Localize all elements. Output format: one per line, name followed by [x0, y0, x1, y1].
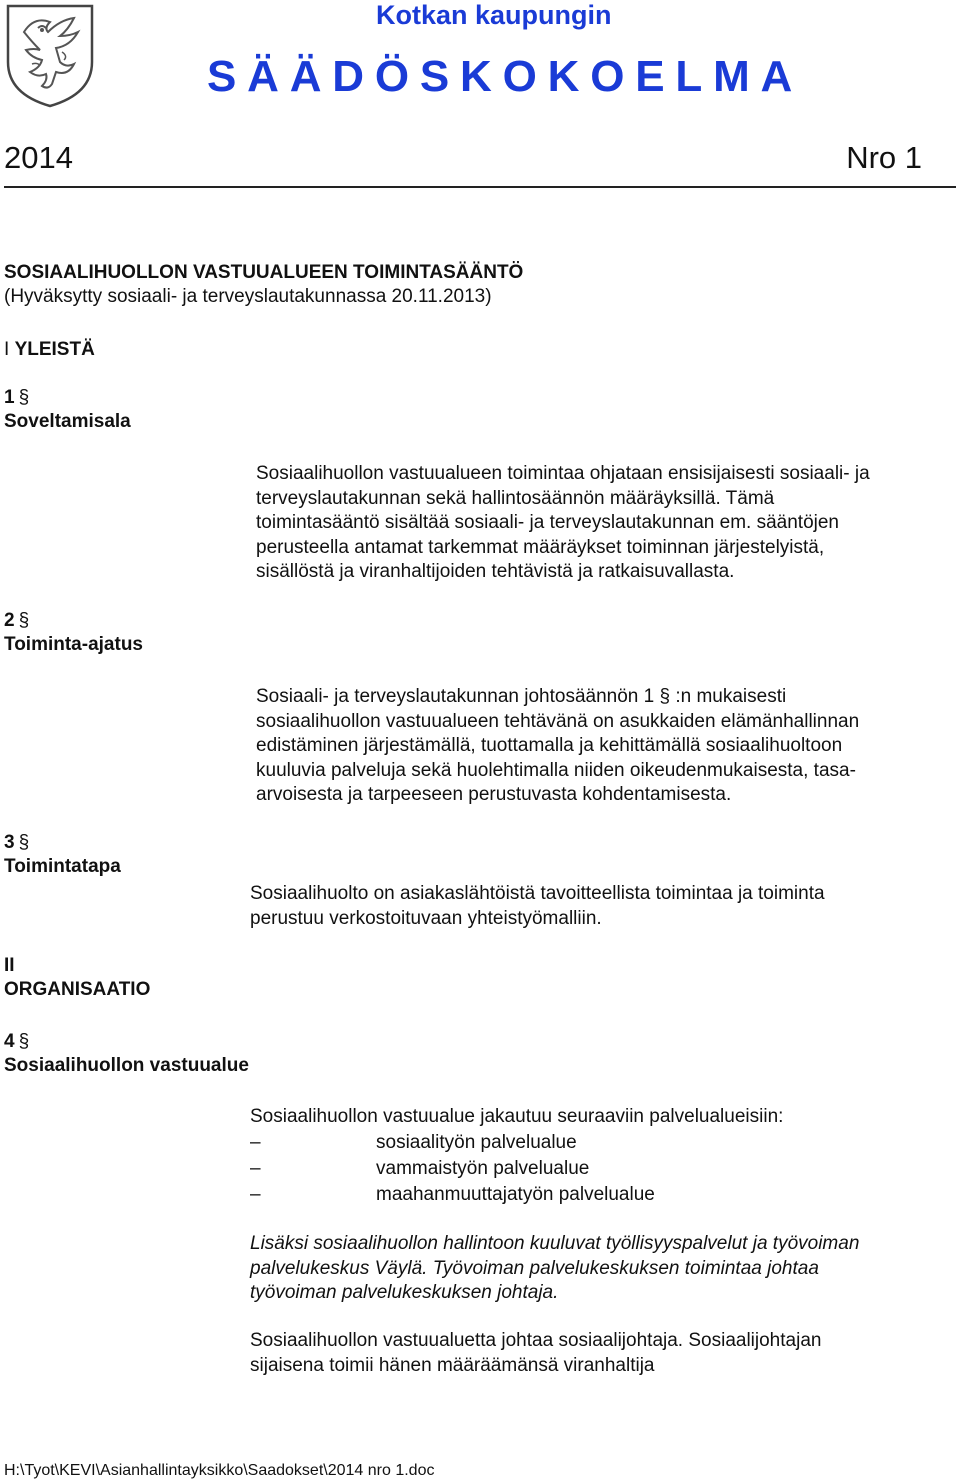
chapter-number: I [4, 339, 10, 360]
section-title: Sosiaalihuollon vastuualue [4, 1055, 249, 1076]
paragraph-management [250, 1329, 956, 1378]
list-item [250, 1130, 655, 1156]
dash-bullet: – [250, 1158, 261, 1179]
text-line: Lisäksi sosiaalihuollon hallintoon kuuluvat työllisyyspalvelut ja työvoiman [250, 1233, 860, 1254]
year: 2014 [4, 140, 73, 175]
approval-note: (Hyväksytty sosiaali- ja terveyslautakunnassa 20.11.2013) [4, 286, 492, 307]
list-item [250, 1156, 655, 1182]
text-line: Sosiaalihuollon vastuualueen toimintaa ohjataan ensisijaisesti sosiaali- ja [256, 463, 870, 484]
list-item-label: vammaistyön palvelualue [376, 1158, 590, 1179]
issue-number: Nro 1 [846, 140, 922, 175]
section-sign: § [18, 387, 30, 408]
text-line: Sosiaalihuolto on asiakaslähtöistä tavoitteellista toimintaa ja toiminta [250, 883, 825, 904]
text-line: perustuu verkostoituvaan yhteistyömalliin. [250, 907, 602, 929]
section-number: 3 [4, 832, 15, 853]
section-heading-1 [4, 386, 131, 434]
text-line: toimintasääntö sisältää sosiaali- ja terveyslautakunnan em. sääntöjen [256, 512, 839, 533]
service-area-list [250, 1130, 655, 1208]
paragraph-employment-services [250, 1232, 956, 1306]
section-sign: § [18, 1031, 30, 1052]
text-line: työvoiman palvelukeskuksen johtaja. [250, 1282, 559, 1303]
section-title: Toimintatapa [4, 856, 121, 877]
section-title: Toiminta-ajatus [4, 634, 143, 655]
text-line: terveyslautakunnan sekä hallintosäännön määräyksillä. Tämä [256, 487, 775, 509]
section-number: 1 [4, 387, 15, 408]
city-name: Kotkan kaupungin [376, 0, 612, 30]
dash-bullet: – [250, 1132, 261, 1153]
text-line: perusteella antamat tarkemmat määräykset toiminnan järjestelyistä, [256, 536, 825, 558]
section-heading-4 [4, 1030, 249, 1078]
dash-bullet: – [250, 1184, 261, 1205]
text-line: edistäminen järjestämällä, tuottamalla ja kehittämällä sosiaalihuoltoon [256, 735, 843, 756]
chapter-title: ORGANISAATIO [4, 979, 151, 1000]
section-sign: § [18, 610, 30, 631]
header-rule [4, 186, 956, 188]
section-heading-3 [4, 831, 121, 879]
document-title: SOSIAALIHUOLLON VASTUUALUEEN TOIMINTASÄÄNTÖ [4, 262, 524, 283]
text-line: sisällöstä ja viranhaltijoiden tehtävistä ja ratkaisuvallasta. [256, 561, 735, 582]
chapter-title: YLEISTÄ [14, 339, 95, 360]
list-item-label: maahanmuuttajatyön palvelualue [376, 1184, 655, 1205]
list-item [250, 1182, 655, 1208]
chapter-heading-1 [4, 339, 95, 361]
text-line: palvelukeskus Väylä. Työvoiman palvelukeskuksen toimintaa johtaa [250, 1257, 819, 1279]
text-line: arvoisesta ja tarpeeseen perustuvasta kohdentamisesta. [256, 784, 732, 805]
collection-title: SÄÄDÖSKOKOELMA [207, 52, 804, 101]
paragraph-scope [256, 462, 956, 585]
section-number: 4 [4, 1031, 15, 1052]
list-item-label: sosiaalityön palvelualue [376, 1132, 577, 1153]
section-heading-2 [4, 609, 143, 657]
file-path-footer: H:\Tyot\KEVI\Asianhallintayksikko\Saadokset\2014 nro 1.doc [4, 1462, 435, 1479]
section-title: Soveltamisala [4, 411, 131, 432]
chapter-number: II [4, 955, 15, 976]
section-number: 2 [4, 610, 15, 631]
text-line: sosiaalihuollon vastuualueen tehtävänä on asukkaiden elämänhallinnan [256, 710, 860, 732]
chapter-heading-2 [4, 954, 150, 1002]
text-line: kuuluvia palveluja sekä huolehtimalla niiden oikeudenmukaisesta, tasa- [256, 759, 856, 781]
coat-of-arms-eagle-icon [4, 2, 96, 108]
text-line: sijaisena toimii hänen määräämänsä viranhaltija [250, 1354, 655, 1376]
list-intro: Sosiaalihuollon vastuualue jakautuu seuraaviin palvelualueisiin: [250, 1106, 784, 1127]
text-line: Sosiaali- ja terveyslautakunnan johtosäännön 1 § :n mukaisesti [256, 686, 787, 707]
text-line: Sosiaalihuollon vastuualuetta johtaa sosiaalijohtaja. Sosiaalijohtajan [250, 1330, 822, 1351]
paragraph-mission [256, 685, 956, 808]
paragraph-method [250, 882, 956, 931]
section-sign: § [18, 832, 30, 853]
